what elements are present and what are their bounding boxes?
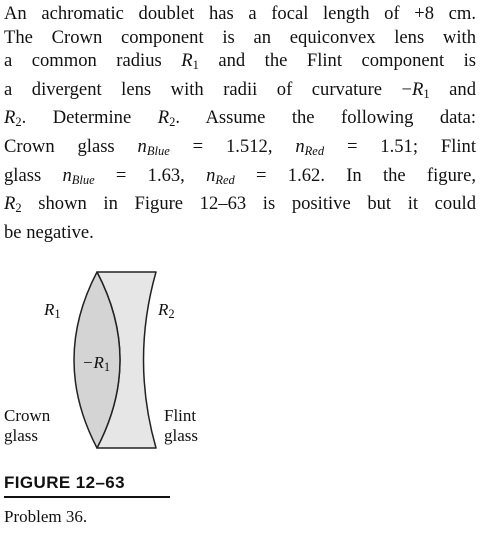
text-segment: and the Flint component is — [198, 50, 476, 72]
text-segment: shown in Figure 12–63 is positive but it could — [21, 193, 476, 215]
subscript: 2 — [169, 115, 176, 130]
figure-caption-title: FIGURE 12–63 — [4, 473, 126, 492]
text-segment: = 1.62. In the figure, — [234, 164, 476, 186]
text-segment: and — [429, 78, 476, 100]
subscript: 2 — [168, 307, 175, 321]
label-r1 — [44, 300, 61, 324]
symbol-r: R — [412, 78, 424, 100]
label-crown-glass — [4, 406, 50, 446]
problem-line-2: The Crown component is an equiconvex lens with — [4, 26, 476, 48]
subscript: Blue — [146, 143, 170, 158]
subscript: 2 — [15, 115, 22, 130]
crown-label-line: Crown — [4, 406, 51, 425]
subscript: Red — [215, 172, 235, 187]
text-segment: = 1.63, — [94, 164, 207, 186]
text-segment: = 1.51; Flint — [324, 135, 477, 157]
symbol-n: n — [62, 164, 72, 186]
symbol-r: R — [4, 107, 16, 129]
text-segment: . Assume the following data: — [175, 107, 476, 129]
subscript: 1 — [423, 86, 430, 101]
subscript: 1 — [103, 360, 111, 374]
problem-line-9: be negative. — [4, 221, 94, 243]
symbol-r: R — [44, 300, 55, 319]
crown-label-line: glass — [4, 426, 38, 445]
subscript: 1 — [54, 307, 61, 321]
label-r2 — [158, 300, 175, 324]
text-segment: Crown glass — [4, 135, 138, 157]
symbol-n: n — [295, 135, 305, 157]
symbol-r: R — [157, 107, 170, 129]
text-segment: = 1.512, — [169, 135, 296, 157]
flint-label-line: Flint — [164, 406, 197, 425]
symbol-n: n — [206, 164, 216, 186]
text-segment: . Determine — [21, 107, 158, 129]
subscript: Red — [304, 143, 325, 158]
caption-divider — [4, 496, 170, 498]
symbol-n: n — [137, 135, 147, 157]
subscript: 1 — [192, 58, 199, 73]
text-segment: glass — [4, 164, 63, 186]
symbol-r: R — [158, 300, 169, 319]
text-segment: a divergent lens with radii of curvature − — [4, 78, 413, 100]
text-segment: a common radius — [4, 50, 182, 72]
subscript: Blue — [71, 172, 95, 187]
label-neg-r1 — [82, 353, 110, 377]
label-flint-glass — [164, 406, 198, 446]
symbol-r: R — [4, 193, 16, 215]
subscript: 2 — [15, 201, 22, 216]
figure-caption-text: Problem 36. — [4, 507, 88, 526]
symbol-neg-r: −R — [82, 353, 104, 372]
problem-line-1: An achromatic doublet has a focal length of +8 cm. — [4, 3, 476, 24]
flint-label-line: glass — [164, 426, 198, 445]
symbol-r: R — [181, 50, 193, 72]
